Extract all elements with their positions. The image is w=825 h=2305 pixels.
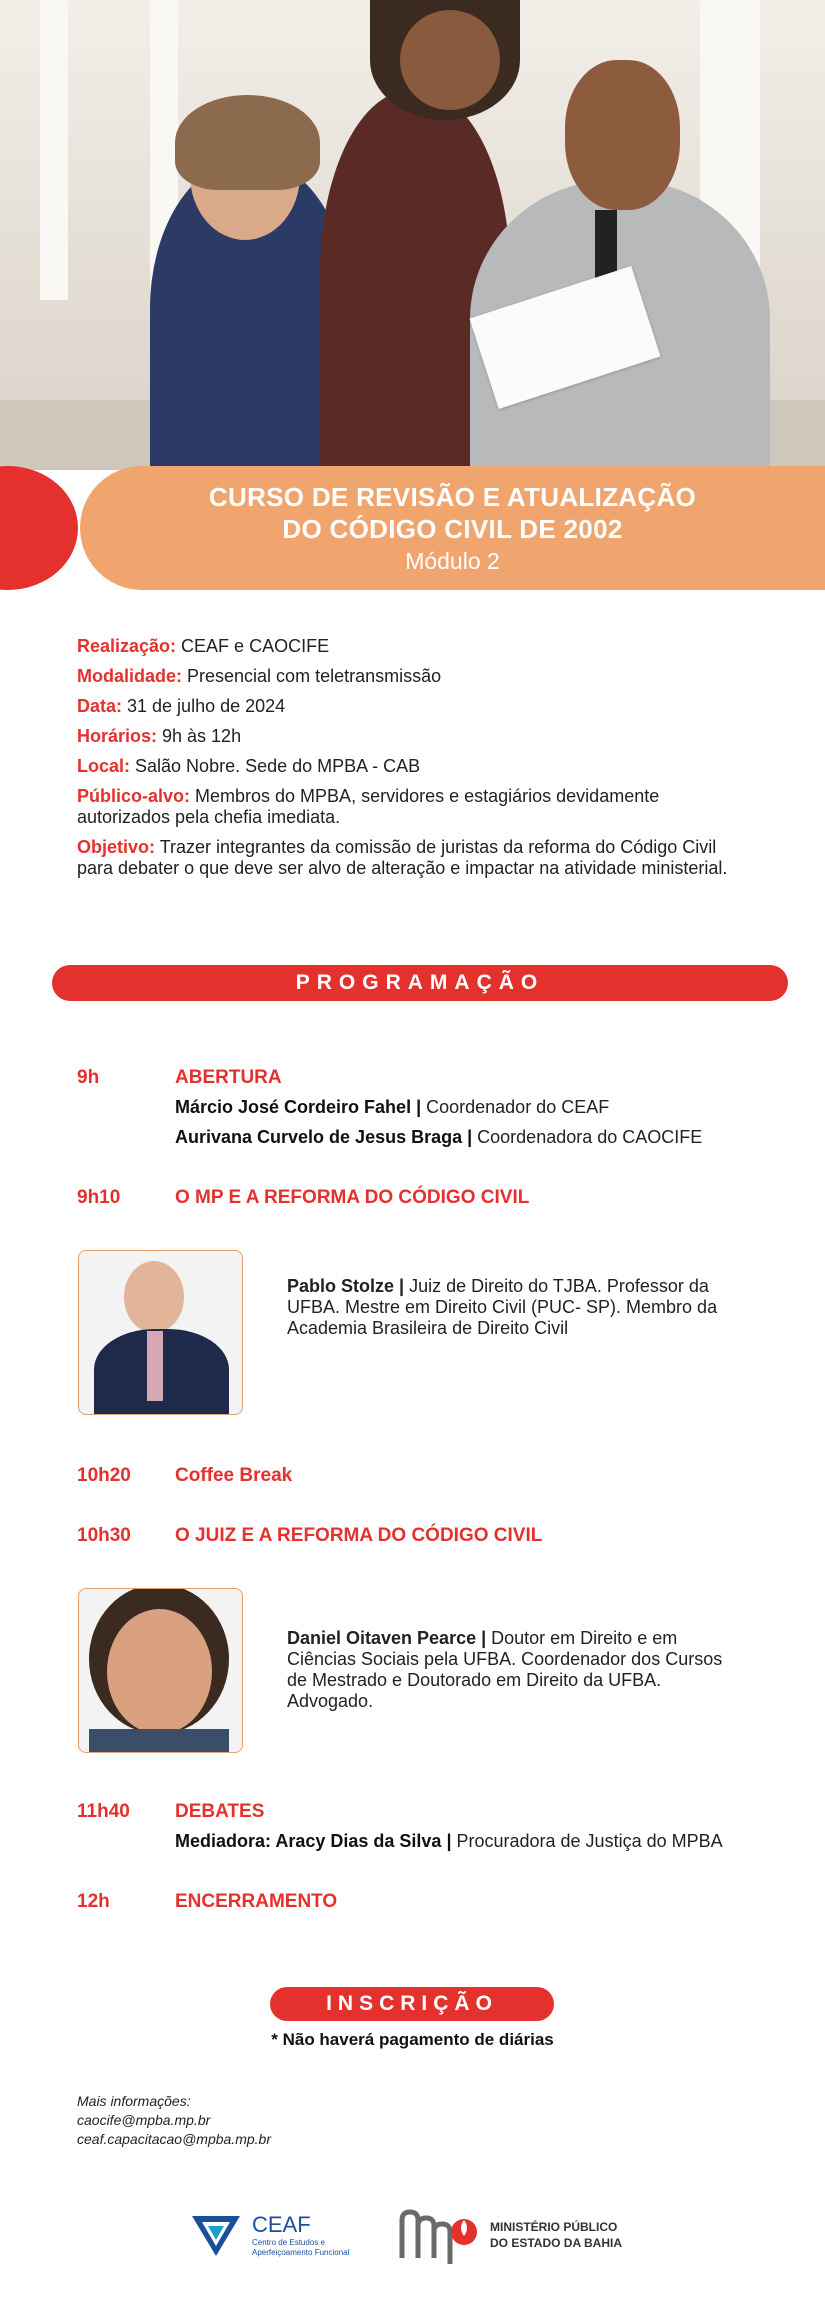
contact-email-ceaf[interactable]: ceaf.capacitacao@mpba.mp.br <box>77 2131 271 2147</box>
speaker-bio-text: Juiz de Direito do TJBA. Professor da UFBA. Mestre em Direito Civil (PUC- SP). Membro da Academia Brasileira de Direito Civil <box>287 1276 718 1338</box>
info-label: Público-alvo: <box>77 786 191 806</box>
info-value: Trazer integrantes da comissão de juristas da reforma do Código Civil para debater o que deve ser alvo de alteração e impactar na atividade ministerial. <box>77 837 728 878</box>
session-title: O MP E A REFORMA DO CÓDIGO CIVIL <box>175 1187 530 1208</box>
info-label: Objetivo: <box>77 837 156 857</box>
speaker-line <box>175 1127 702 1148</box>
session-title: DEBATES <box>175 1801 265 1822</box>
info-data <box>77 696 737 717</box>
info-value: Presencial com teletransmissão <box>182 666 442 686</box>
ceaf-logo-icon <box>190 2210 242 2258</box>
info-label: Data: <box>77 696 123 716</box>
inscricao-note: * Não haverá pagamento de diárias <box>271 2030 554 2049</box>
info-horarios <box>77 726 737 747</box>
speaker-line <box>175 1831 723 1852</box>
info-label: Horários: <box>77 726 158 746</box>
course-title-line1: CURSO DE REVISÃO E ATUALIZAÇÃO <box>208 482 697 512</box>
red-circle-accent <box>0 466 78 590</box>
background-column <box>40 0 68 300</box>
info-value: CEAF e CAOCIFE <box>176 636 330 656</box>
speaker-role: Coordenador do CEAF <box>421 1097 610 1117</box>
course-title-line2: DO CÓDIGO CIVIL DE 2002 <box>282 514 623 544</box>
session-time: 10h20 <box>77 1465 131 1486</box>
mp-bahia-logo <box>398 2206 638 2266</box>
session-time: 9h10 <box>77 1187 121 1208</box>
info-value: Salão Nobre. Sede do MPBA - CAB <box>130 756 421 776</box>
speaker-name: Márcio José Cordeiro Fahel | <box>175 1097 422 1117</box>
mp-logo-line2: DO ESTADO DA BAHIA <box>490 2236 622 2250</box>
contact-email-caocife[interactable]: caocife@mpba.mp.br <box>77 2112 211 2128</box>
speaker-photo-daniel <box>78 1588 243 1753</box>
session-title: Coffee Break <box>175 1465 293 1486</box>
mp-logo-line1: MINISTÉRIO PÚBLICO <box>490 2220 618 2234</box>
speaker-name: Aurivana Curvelo de Jesus Braga | <box>175 1127 473 1147</box>
ceaf-logo-sub2: Aperfeiçoamento Funcional <box>252 2248 350 2257</box>
ceaf-logo-name: CEAF <box>252 2212 311 2237</box>
programacao-heading: PROGRAMAÇÃO <box>52 965 788 1001</box>
session-time: 9h <box>77 1067 100 1088</box>
info-value: 9h às 12h <box>157 726 242 746</box>
speaker-photo-pablo <box>78 1250 243 1415</box>
info-value: 31 de julho de 2024 <box>122 696 286 716</box>
info-value: Membros do MPBA, servidores e estagiários devidamente autorizados pela chefia imediata. <box>77 786 660 827</box>
speaker-line <box>175 1097 609 1118</box>
info-label: Local: <box>77 756 131 776</box>
info-objetivo <box>77 837 737 879</box>
info-label: Realização: <box>77 636 177 656</box>
info-publico-alvo <box>77 786 737 828</box>
speaker-bio-pablo <box>287 1276 732 1339</box>
session-title: ABERTURA <box>175 1067 282 1088</box>
speaker-name: Daniel Oitaven Pearce | <box>287 1628 487 1648</box>
speaker-bio-daniel <box>287 1628 732 1712</box>
speaker-role: Coordenadora do CAOCIFE <box>472 1127 703 1147</box>
info-realizacao <box>77 636 737 657</box>
mp-logo-icon <box>398 2206 480 2266</box>
info-local <box>77 756 737 777</box>
inscricao-button[interactable]: INSCRIÇÃO <box>270 1987 554 2021</box>
session-time: 12h <box>77 1891 110 1912</box>
ceaf-logo-sub1: Centro de Estudos e <box>252 2238 325 2247</box>
session-title: ENCERRAMENTO <box>175 1891 338 1912</box>
person-center-face <box>400 10 500 110</box>
speaker-name: Pablo Stolze | <box>287 1276 405 1296</box>
ceaf-logo <box>190 2208 365 2260</box>
contact-title: Mais informações: <box>77 2093 191 2109</box>
info-modalidade <box>77 666 737 687</box>
session-time: 10h30 <box>77 1525 131 1546</box>
hero-photo <box>0 0 825 470</box>
course-module: Módulo 2 <box>405 548 500 574</box>
speaker-bio-text: Doutor em Direito e em Ciências Sociais pela UFBA. Coordenador dos Cursos de Mestrado e Doutorado em Direito da UFBA. Advogado. <box>287 1628 723 1711</box>
info-label: Modalidade: <box>77 666 183 686</box>
speaker-role: Procuradora de Justiça do MPBA <box>451 1831 723 1851</box>
session-time: 11h40 <box>77 1801 130 1822</box>
speaker-name: Mediadora: Aracy Dias da Silva | <box>175 1831 452 1851</box>
person-left-hair <box>175 95 320 190</box>
session-title: O JUIZ E A REFORMA DO CÓDIGO CIVIL <box>175 1525 543 1546</box>
person-right-face <box>565 60 680 210</box>
